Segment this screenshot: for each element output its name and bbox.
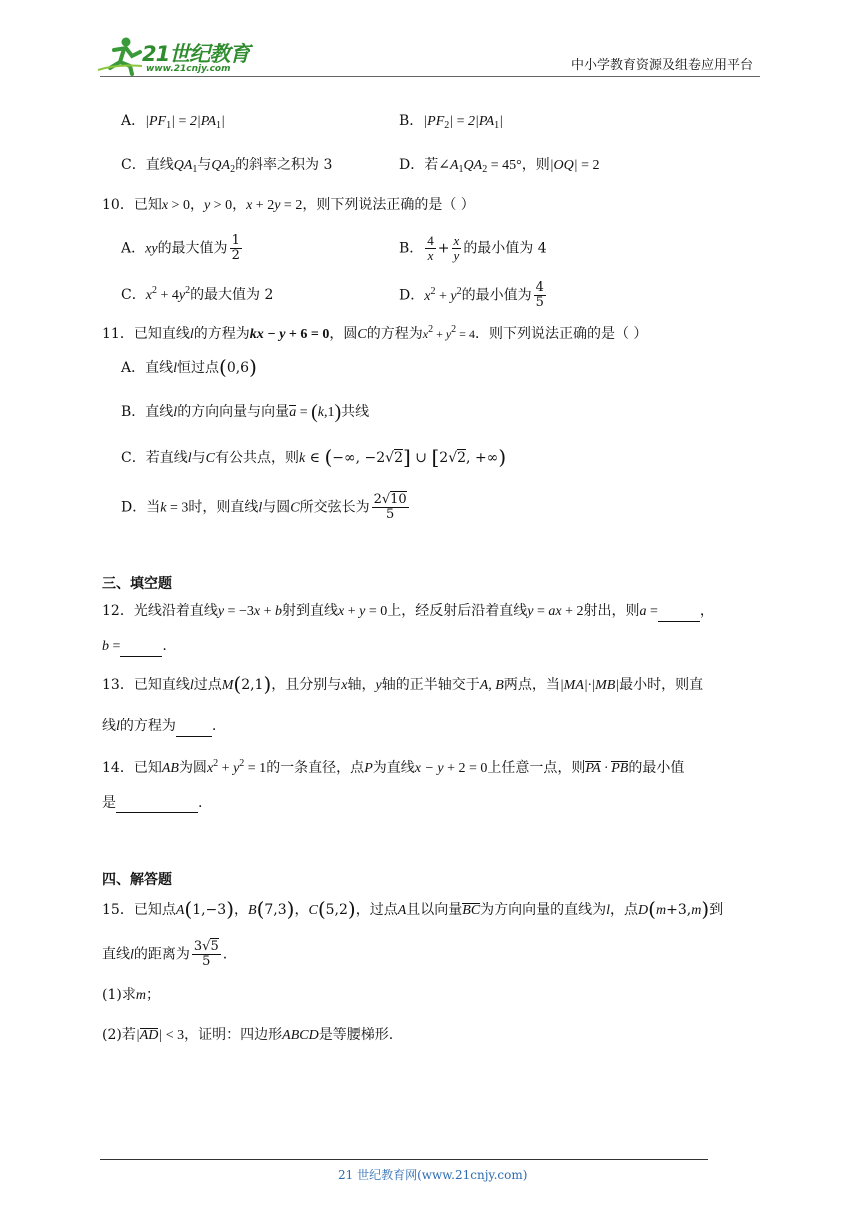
section-answer-title: 四、解答题 — [102, 872, 172, 888]
section-fill-in-title: 三、填空题 — [102, 576, 172, 592]
q9-option-d: D．若$\angle A_1QA_2 = 45^\circ$，则|OQ| = 2 — [399, 157, 600, 175]
q15-line2: 直线l的距离为 $\frac{3√5}{5}$ . — [102, 939, 228, 969]
q14-line2: 是 . — [102, 795, 203, 811]
logo-title: 21世纪教育 — [142, 42, 250, 66]
q12-line2: b = . — [102, 636, 167, 657]
q15-line1: 15．已知点A(1,−3)，B(7,3)，C(5,2)，过点A且以向量BC为方向向量的直线为l，点D(m+3,m)到 — [102, 897, 724, 921]
q10-option-d: D．$x^2 + y^2$的最小值为 $\frac{4}{5}$ — [399, 280, 544, 310]
header-right-text: 中小学教育资源及组卷应用平台 — [571, 58, 754, 73]
q9-option-b: B．$|PF_2| = 2|PA_1|$ — [399, 113, 504, 131]
footer-rule — [100, 1159, 708, 1160]
q13-line1: 13．已知直线l过点M(2,1)，且分别与x轴，y轴的正半轴交于A, B两点，当|MA|·|MB|最小时，则直 — [102, 672, 704, 696]
header-rule — [100, 76, 760, 77]
q10-option-c: C．$x^2 + 4y^2$的最大值为 2 — [121, 285, 274, 303]
q11-option-c: C．若直线l与C有公共点，则k ∈ (−∞, −2√2] ∪ [2√2, +∞) — [121, 445, 507, 469]
q9-option-a: A．$|PF_1| = 2|PA_1|$ — [121, 113, 225, 131]
q9-option-c: C．直线$QA_1$与$QA_2$的斜率之积为 3 — [121, 157, 333, 175]
q12-line1: 12．光线沿着直线y = −3x + b射到直线x + y = 0上，经反射后沿着直线y = ax + 2射出，则a = ， — [102, 601, 714, 622]
q12-blank-b[interactable] — [120, 642, 162, 657]
running-man-logo-icon — [96, 36, 146, 76]
q12-blank-a[interactable] — [658, 607, 700, 622]
footer-text: 21 世纪教育网(www.21cnjy.com) — [338, 1168, 528, 1182]
q10-option-a: A．xy的最大值为 $\frac{1}{2}$ — [121, 233, 240, 263]
q11-option-a: A．直线l恒过点(0,6) — [121, 355, 257, 379]
q14-line1: 14．已知AB为圆$x^2 + y^2 = 1$的一条直径，点P为直线x − y + 2 = 0上任意一点，则PA · PB的最小值 — [102, 758, 685, 776]
logo-url: www.21cnjy.com — [146, 64, 231, 74]
q11-option-d: D．当k = 3时，则直线l与圆C所交弦长为 $\frac{2√10}{5}$ — [121, 492, 407, 522]
q10-stem: 10．已知x > 0，y > 0，x + 2y = 2，则下列说法正确的是（ ） — [102, 197, 475, 213]
q14-blank[interactable] — [116, 798, 198, 813]
q15-part1: (1)求m； — [102, 987, 160, 1003]
q13-line2: 线l的方程为 . — [102, 716, 216, 737]
header-logo — [96, 36, 256, 78]
q13-blank[interactable] — [176, 722, 212, 737]
q11-option-b: B．直线l的方向向量与向量a = (k,1)共线 — [121, 401, 370, 423]
q11-stem: 11．已知直线l的方程为kx − y + 6 = 0，圆C的方程为$x^2 + y^2 = 4$．则下列说法正确的是（ ） — [102, 324, 648, 342]
q15-part2: (2)若|AD| < 3，证明：四边形ABCD是等腰梯形. — [102, 1027, 394, 1043]
q10-option-b: B． $\frac{4}{x}$ + $\frac{x}{y}$ 的最小值为 4 — [399, 233, 547, 263]
